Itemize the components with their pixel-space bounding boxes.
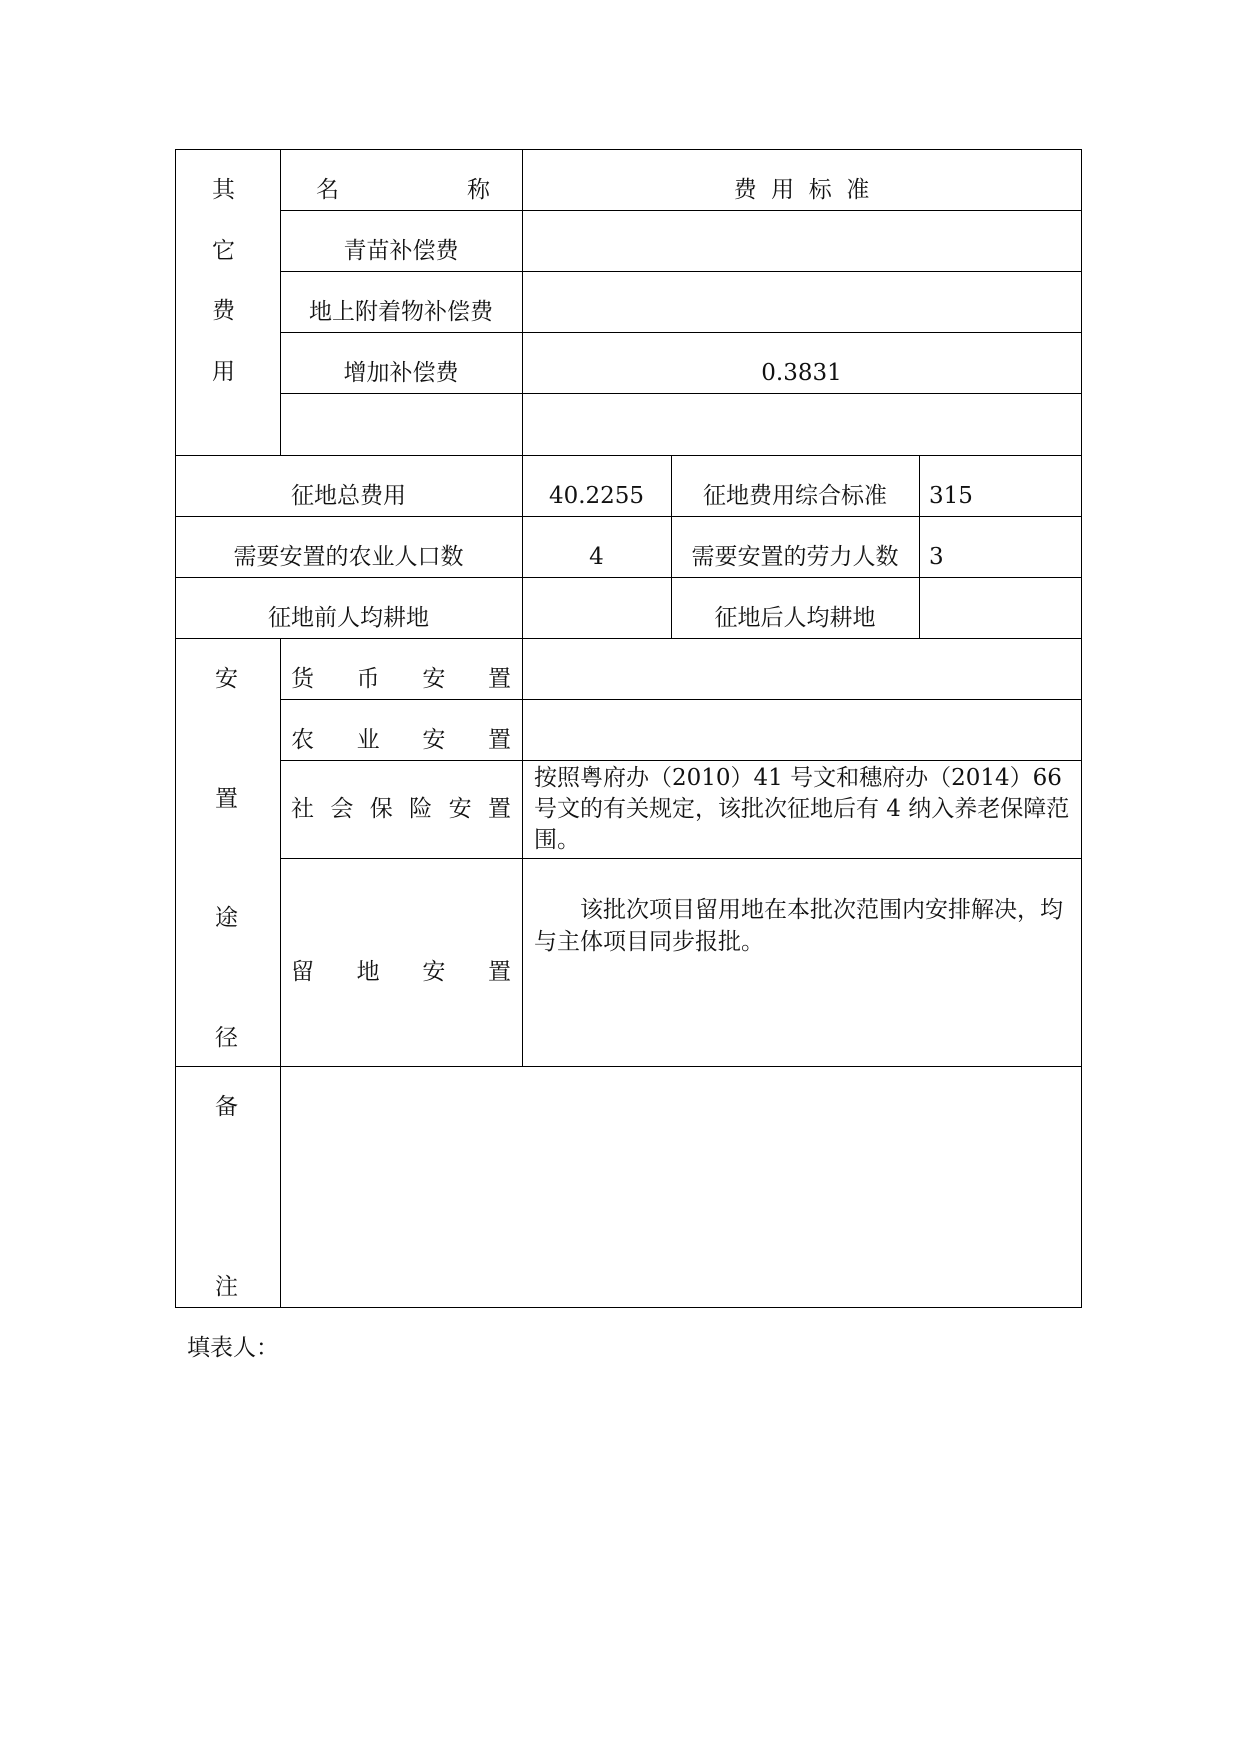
header-fee-standard: 费 用 标 准: [733, 177, 870, 203]
fee-row-name: 增加补偿费: [343, 360, 459, 386]
row-divider: [175, 516, 1082, 517]
column-divider: [919, 455, 920, 639]
label-char: 币: [356, 666, 380, 692]
label-char: 险: [409, 796, 433, 822]
other-fees-section-char: 费: [212, 298, 235, 324]
composite-standard-label: 征地费用综合标准: [703, 483, 887, 509]
header-name-char: 名: [316, 177, 339, 203]
row-divider: [280, 332, 1082, 333]
row-divider: [280, 858, 1082, 859]
label-char: 置: [487, 796, 511, 822]
other-fees-section-char: 它: [212, 238, 235, 264]
resettlement-section-char: 置: [215, 786, 238, 812]
fee-row-name: 地上附着物补偿费: [309, 299, 493, 325]
remarks-section-char: 备: [215, 1094, 238, 1120]
row-divider: [280, 699, 1082, 700]
table-border-top: [175, 149, 1082, 150]
label-char: 会: [330, 796, 354, 822]
table-border-left: [175, 149, 176, 1308]
total-fee-label: 征地总费用: [291, 483, 406, 509]
row-divider: [280, 760, 1082, 761]
resettlement-section-char: 途: [215, 905, 238, 931]
other-fees-section-char: 其: [212, 177, 235, 203]
header-name-char: 称: [467, 177, 490, 203]
section-divider: [175, 638, 1082, 639]
label-char: 安: [422, 727, 446, 753]
agri-population-value: 4: [589, 544, 604, 570]
fee-row-name: 青苗补偿费: [343, 238, 459, 264]
composite-standard-value: 315: [929, 483, 973, 509]
labor-count-value: 3: [929, 544, 944, 570]
label-char: 农: [291, 727, 314, 753]
other-fees-section-char: 用: [212, 359, 235, 385]
header-name: [316, 175, 490, 205]
label-char: 地: [356, 959, 380, 985]
label-char: 货: [291, 666, 314, 692]
label-char: 置: [487, 959, 511, 985]
resettlement-section-char: 径: [215, 1025, 238, 1051]
social-insurance-resettlement-content: 按照粤府办（2010）41 号文和穗府办（2014）66 号文的有关规定，该批次征地后有 4 纳入养老保障范围。: [534, 765, 1070, 853]
label-char: 置: [487, 727, 511, 753]
total-fee-value: 40.2255: [548, 483, 645, 509]
label-char: 安: [448, 796, 472, 822]
resettlement-section-char: 安: [215, 666, 238, 692]
row-divider: [175, 577, 1082, 578]
label-char: 业: [356, 727, 380, 753]
label-char: 置: [487, 666, 511, 692]
section-divider: [175, 1066, 1082, 1067]
label-char: 保: [369, 796, 393, 822]
before-land-label: 征地前人均耕地: [268, 605, 429, 631]
table-border-right: [1081, 149, 1082, 1308]
after-land-label: 征地后人均耕地: [714, 605, 876, 631]
fee-row-value: 0.3831: [761, 360, 842, 386]
label-char: 安: [422, 666, 446, 692]
reserved-land-resettlement-content: 该批次项目留用地在本批次范围内安排解决，均与主体项目同步报批。: [534, 897, 1063, 955]
column-divider: [522, 638, 523, 1067]
column-divider: [280, 638, 281, 1308]
currency-resettlement-label: [291, 664, 511, 694]
remarks-section-char: 注: [215, 1274, 238, 1300]
reserved-land-resettlement-label: [291, 957, 511, 987]
agricultural-resettlement-label: [291, 725, 511, 755]
section-divider: [175, 455, 1082, 456]
row-divider: [280, 393, 1082, 394]
row-divider: [280, 271, 1082, 272]
label-char: 留: [291, 959, 314, 985]
label-char: 社: [291, 796, 314, 822]
label-char: 安: [422, 959, 446, 985]
labor-count-label: 需要安置的劳力人数: [691, 544, 899, 570]
row-divider: [280, 210, 1082, 211]
social-insurance-resettlement-label: [291, 794, 511, 824]
agri-population-label: 需要安置的农业人口数: [233, 544, 464, 570]
table-border-bottom: [175, 1307, 1082, 1308]
filler-label: 填表人：: [187, 1335, 279, 1361]
